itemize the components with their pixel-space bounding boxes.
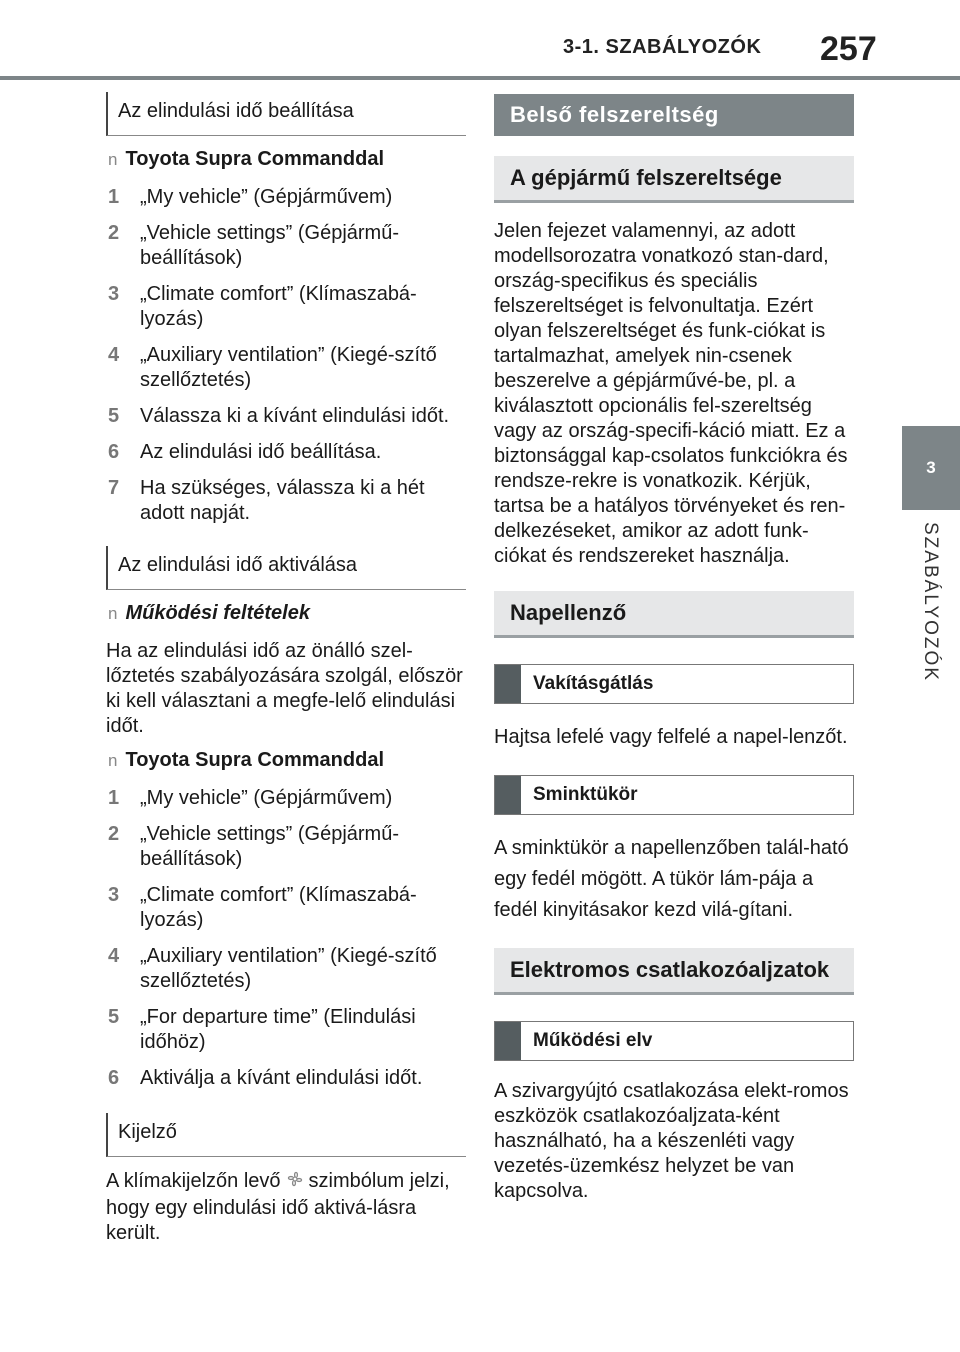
step-text: „Auxiliary ventilation” (Kiegé-szítő szellőztetés) [140, 945, 437, 992]
subheading-departure-time-setting: Az elindulási idő beállítása [106, 92, 466, 136]
step-number: 2 [108, 222, 120, 244]
right-column [494, 94, 854, 1214]
step-text: Az elindulási idő beállítása. [140, 441, 382, 463]
step-text: Válassza ki a kívánt elindulási időt. [140, 405, 450, 427]
step-number: 2 [108, 823, 120, 845]
header-rule [0, 76, 960, 80]
step-number: 7 [108, 477, 120, 499]
section-band-sun-visor: Napellenző [494, 591, 854, 638]
step-number: 5 [108, 405, 120, 427]
step-text: Aktiválja a kívánt elindulási időt. [140, 1067, 423, 1089]
page-header-section: 3-1. SZABÁLYOZÓK [563, 36, 762, 58]
step-number: 6 [108, 1067, 120, 1089]
step-text: „Climate comfort” (Klímaszabá-lyozás) [140, 884, 417, 931]
step-list-2 [106, 786, 466, 1091]
step-text: „For departure time” (Elindulási időhöz) [140, 1006, 416, 1053]
step-item [106, 440, 466, 465]
step-item [106, 822, 466, 872]
paragraph [106, 1169, 466, 1246]
step-list-1 [106, 185, 466, 526]
step-item [106, 1066, 466, 1091]
step-number: 5 [108, 1006, 120, 1028]
paragraph: Jelen fejezet valamennyi, az adott modellsorozatra vonatkozó stan-dard, ország-specifikus és speciális felszereltséget is felvonultatja. Ezért olyan felszereltséget és funk-ciókat is tartalmazhat, amelyek nin-csenek beszerelve a gépjárművé-be, pl. a kiválasztott opcionális fel-szereltség vagy az ország-specifi-káció miatt. Ez a biztonsággal kap-csolatos funkciókra és rendsze-rekre is vonatkozik. Kérjük, tartsa be a hatályos törvényeket és ren-delkezéseket, amikor az adott funk-ciókat és rendszereket használja. [494, 220, 848, 567]
step-number: 1 [108, 787, 120, 809]
box-heading-bar [495, 1022, 521, 1060]
step-item [106, 404, 466, 429]
box-heading-operating-principle [494, 1021, 854, 1061]
bullet-heading [108, 749, 466, 772]
paragraph: Ha az elindulási idő az önálló szel-lőztetés szabályozására szolgál, először ki kell választani a megfe-lelő elindulási időt. [106, 640, 463, 737]
left-column [106, 92, 466, 1256]
step-number: 1 [108, 186, 120, 208]
step-number: 4 [108, 945, 120, 967]
step-number: 6 [108, 441, 120, 463]
step-item [106, 282, 466, 332]
subheading-departure-time-activation: Az elindulási idő aktiválása [106, 546, 466, 590]
section-band-vehicle-equipment: A gépjármű felszereltsége [494, 156, 854, 203]
step-text: „Auxiliary ventilation” (Kiegé-szítő szellőztetés) [140, 344, 437, 391]
step-text: „My vehicle” (Gépjárművem) [140, 186, 393, 208]
step-item [106, 1005, 466, 1055]
step-item [106, 343, 466, 393]
bullet-text: Toyota Supra Commanddal [125, 749, 385, 771]
bullet-marker: n [108, 150, 118, 169]
paragraph: Hajtsa lefelé vagy felfelé a napel-lenzőt. [494, 726, 848, 748]
chapter-label: SZABÁLYOZÓK [920, 522, 941, 682]
bullet-heading [108, 148, 466, 171]
box-heading-bar [495, 776, 521, 814]
box-heading-vanity-mirror [494, 775, 854, 815]
step-number: 3 [108, 884, 120, 906]
step-item [106, 476, 466, 526]
step-item [106, 944, 466, 994]
step-item [106, 883, 466, 933]
subheading-display: Kijelző [106, 1113, 466, 1157]
chapter-tab[interactable]: 3 [902, 426, 960, 510]
step-item [106, 221, 466, 271]
box-heading-text: Működési elv [533, 1030, 653, 1051]
bullet-marker: n [108, 751, 118, 770]
step-text: Ha szükséges, válassza ki a hét adott napját. [140, 477, 425, 524]
box-heading-text: Sminktükör [533, 784, 638, 805]
bullet-text: Toyota Supra Commanddal [125, 148, 385, 170]
step-number: 3 [108, 283, 120, 305]
bullet-text: Működési feltételek [125, 602, 310, 624]
step-text: „Vehicle settings” (Gépjármű-beállítások) [140, 222, 399, 269]
page-number: 257 [820, 30, 877, 68]
step-text: „Climate comfort” (Klímaszabá-lyozás) [140, 283, 417, 330]
bullet-marker: n [108, 604, 118, 623]
step-item [106, 786, 466, 811]
section-band-power-sockets: Elektromos csatlakozóaljzatok [494, 948, 854, 995]
box-heading-glare-protection [494, 664, 854, 704]
paragraph: A szivargyújtó csatlakozása elekt-romos eszközök csatlakozóaljzata-ként használható, ha a készenléti vagy vezetés-üzemkész helyzet be van kapcsolva. [494, 1080, 849, 1202]
paragraph: A sminktükör a napellenzőben talál-ható egy fedél mögött. A tükör lám-pája a fedél kinyitásakor kezd vilá-gítani. [494, 837, 849, 921]
fan-icon [285, 1169, 305, 1196]
step-text: „Vehicle settings” (Gépjármű-beállítások) [140, 823, 399, 870]
box-heading-bar [495, 665, 521, 703]
section-band-interior-equipment: Belső felszereltség [494, 94, 854, 136]
bullet-heading [108, 602, 466, 625]
box-heading-text: Vakításgátlás [533, 673, 654, 694]
step-item [106, 185, 466, 210]
step-text: „My vehicle” (Gépjárművem) [140, 787, 393, 809]
display-text-end: szimbólum jelzi, hogy egy elindulási idő aktivá-lásra került. [106, 1170, 450, 1244]
display-text-start: A klímakijelzőn levő [106, 1170, 281, 1192]
step-number: 4 [108, 344, 120, 366]
